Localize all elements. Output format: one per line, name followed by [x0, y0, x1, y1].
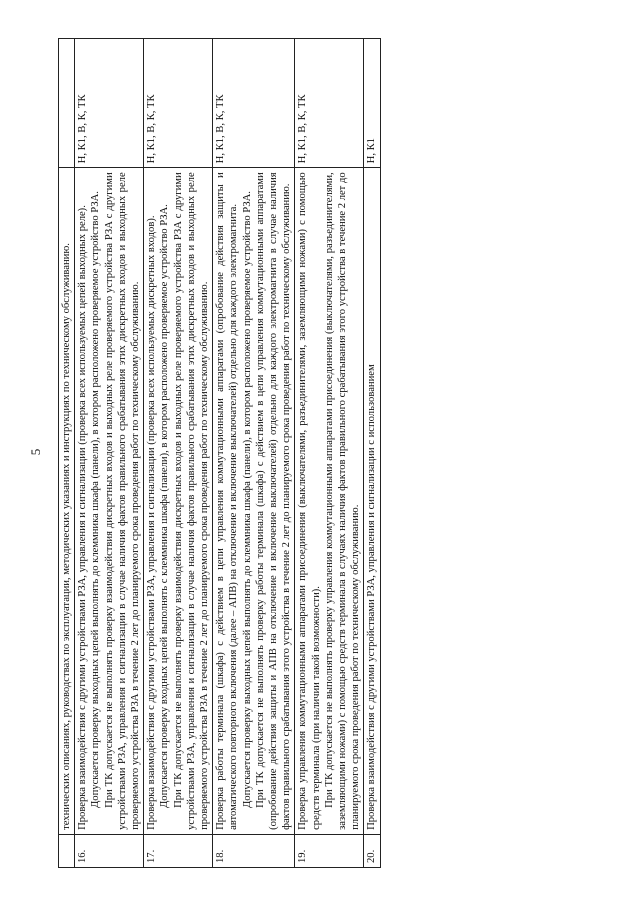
table-row: [59, 39, 75, 868]
maintenance-types: Н, К1, В, К, ТК: [213, 39, 295, 168]
table-body: [59, 39, 381, 868]
row-number: 20.: [364, 834, 380, 867]
table-row: [75, 39, 144, 868]
row-description: [144, 168, 213, 835]
description-paragraph: Проверка взаимодействия с другими устройствами РЗА, управления и сигнализации (проверка всех используемых дискретных входов).: [146, 215, 158, 830]
description-paragraph: Допускается проверку выходных цепей выполнять до клеммника шкафа (панели), в котором расположено проверяемое устройство РЗА.: [241, 191, 253, 808]
table-row: [144, 39, 213, 868]
maintenance-table: [58, 38, 381, 868]
maintenance-types: Н, К1, В, К, ТК: [75, 39, 144, 168]
description-paragraph: При ТК допускается не выполнять проверку управления коммутационными аппаратами присоединения (выключателями, разъединителями, заземляющими ножами) с помощью средств терминала в случаях наличия фактов правильного срабатывания этого устройства в течение 2 лет до планируемого срока проведения работ по техническому обслуживанию.: [323, 172, 362, 830]
description-paragraph: Проверка управления коммутационными аппаратами присоединения (выключателями, разъединителями, заземляющими ножами) с помощью средств терминала (при наличии такой возможности).: [297, 172, 322, 830]
description-paragraph: Проверка взаимодействия с другими устройствами РЗА, управления и сигнализации с использованием: [366, 364, 378, 830]
description-paragraph: Проверка взаимодействия с другими устройствами РЗА, управления и сигнализации (проверка всех используемых цепей выходных реле).: [77, 205, 89, 830]
description-paragraph: При ТК допускается не выполнять проверку взаимодействия дискретных входов и выходных реле проверяемого устройства РЗА с другими устройствами РЗА, управления и сигнализации в случае наличия фактов правильного срабатывания этих дискретных входов и выходных реле проверяемого устройства РЗА в течение 2 лет до планируемого срока проведения работ по техническому обслуживанию.: [172, 172, 211, 830]
table-row: [364, 39, 380, 868]
row-description: [213, 168, 295, 835]
description-paragraph: При ТК допускается не выполнять проверку взаимодействия дискретных входов и выходных реле проверяемого устройства РЗА с другими устройствами РЗА, управления и сигнализации в случае наличия фактов правильного срабатывания этих дискретных входов и выходных реле проверяемого устройства РЗА в течение 2 лет до планируемого срока проведения работ по техническому обслуживанию.: [103, 172, 142, 830]
row-description: [59, 168, 75, 835]
page-number: 5: [28, 448, 43, 456]
description-paragraph: При ТК допускается не выполнять проверку работы терминала (шкафа) с действием в цепи управления коммутационными аппаратами (опробование действия защиты и АПВ на отключение и включение выключателей) отдельно для каждого электромагнита в случае наличия фактов правильного срабатывания этого устройства в течение 2 лет до планируемого срока проведения работ по техническому обслуживанию.: [254, 172, 293, 830]
row-description: [295, 168, 364, 835]
row-number: 19.: [295, 834, 364, 867]
row-number: 16.: [75, 834, 144, 867]
description-paragraph: Допускается проверку входных цепей выполнять с клеммника шкафа (панели), в котором расположено проверяемое устройство РЗА.: [159, 204, 171, 808]
description-paragraph: технических описаниях, руководствах по эксплуатации, методических указаниях и инструкциях по техническому обслуживанию.: [61, 243, 72, 830]
row-description: [75, 168, 144, 835]
description-paragraph: Проверка работы терминала (шкафа) с действием в цепи управления коммутационными аппаратами (опробование действия защиты и автоматического повторного включения (далее – АПВ) на отключение и включение выключателей) отдельно для каждого электромагнита.: [215, 172, 240, 830]
row-number: [59, 834, 75, 867]
description-paragraph: Допускается проверку выходных цепей выполнять до клеммника шкафа (панели), в котором расположено проверяемое устройство РЗА.: [90, 191, 102, 808]
row-number: 18.: [213, 834, 295, 867]
row-description: [364, 168, 380, 835]
maintenance-types: [59, 39, 75, 168]
maintenance-types: Н, К1, В, К, ТК: [295, 39, 364, 168]
table-row: [213, 39, 295, 868]
maintenance-types: Н, К1, В, К, ТК: [144, 39, 213, 168]
maintenance-types: Н, К1: [364, 39, 380, 168]
rotated-page: [58, 38, 633, 868]
table-row: [295, 39, 364, 868]
row-number: 17.: [144, 834, 213, 867]
